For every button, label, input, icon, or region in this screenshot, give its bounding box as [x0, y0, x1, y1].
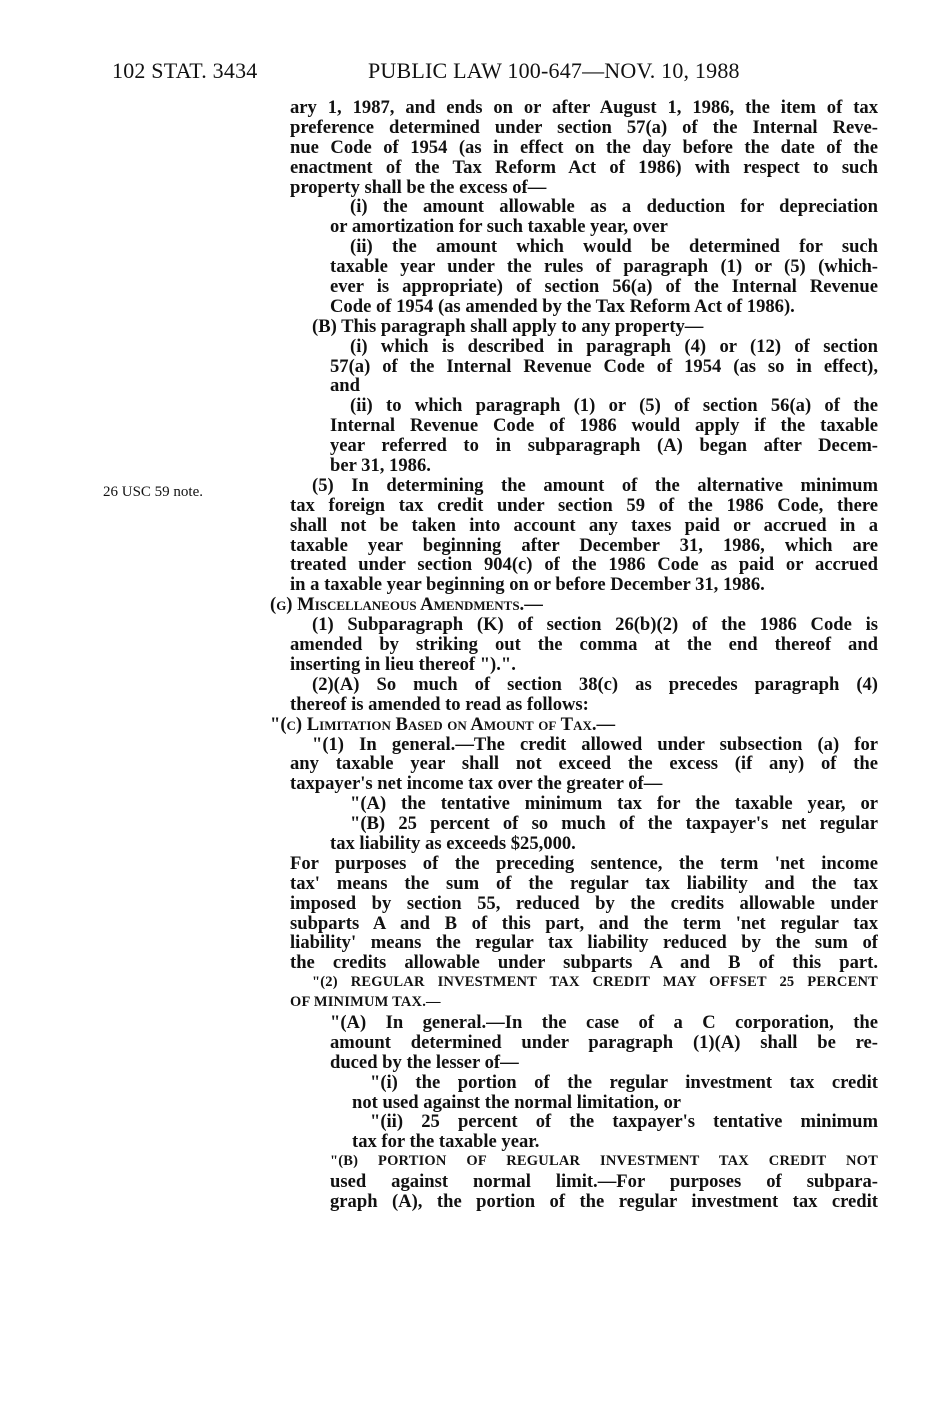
text-line: (1) Subparagraph (K) of section 26(b)(2) of the 1986 Code is [312, 615, 878, 636]
text-line: (i) the amount allowable as a deduction for depreciation [350, 197, 878, 218]
section-heading: (g) Miscellaneous Amendments.— [270, 595, 543, 616]
text-line: tax foreign tax credit under section 59 of the 1986 Code, there [290, 495, 878, 516]
text-line: subparts A and B of this part, and the term 'net regular tax [290, 913, 878, 934]
law-title-header: PUBLIC LAW 100-647—NOV. 10, 1988 [368, 58, 740, 83]
text-line: graph (A), the portion of the regular investment tax credit [330, 1191, 878, 1212]
text-line: "(1) In general.—The credit allowed under subsection (a) for [312, 734, 878, 755]
text-line: preference determined under section 57(a) of the Internal Reve- [290, 117, 878, 138]
text-line: 57(a) of the Internal Revenue Code of 1954 (as so in effect), [330, 356, 878, 377]
text-line: nue Code of 1954 (as in effect on the day before the date of the [290, 137, 878, 158]
text-line: Internal Revenue Code of 1986 would apply if the taxable [330, 416, 878, 437]
text-line: amended by striking out the comma at the end thereof and [290, 635, 878, 655]
text-line: "(ii) 25 percent of the taxpayer's tentative minimum [370, 1112, 878, 1133]
text-line: treated under section 904(c) of the 1986 Code as paid or accrued [290, 555, 878, 576]
text-line: thereof is amended to read as follows: [290, 694, 589, 715]
text-line: (B) This paragraph shall apply to any property— [312, 316, 704, 337]
text-line: taxpayer's net income tax over the greater of— [290, 774, 663, 795]
text-line: enactment of the Tax Reform Act of 1986) with respect to such [290, 157, 878, 178]
text-line: used against normal limit.—For purposes of subpara- [330, 1172, 878, 1192]
text-line: duced by the lesser of— [330, 1052, 519, 1073]
text-line: "(B) 25 percent of so much of the taxpayer's net regular [350, 814, 878, 834]
text-line: (5) In determining the amount of the alternative minimum [312, 475, 878, 496]
text-line: tax for the taxable year. [352, 1132, 540, 1153]
text-line: liability' means the regular tax liability reduced by the sum of [290, 933, 878, 954]
page-number-header: 102 STAT. 3434 [112, 58, 258, 83]
text-line: For purposes of the preceding sentence, the term 'net income [290, 853, 878, 874]
paragraph-heading: "(B) PORTION OF REGULAR INVESTMENT TAX CREDIT NOT [330, 1153, 878, 1170]
text-line: the credits allowable under subparts A and B of this part. [290, 953, 878, 974]
text-line: (i) which is described in paragraph (4) or (12) of section [350, 336, 878, 357]
text-line: Code of 1954 (as amended by the Tax Reform Act of 1986). [330, 296, 795, 317]
text-line: ever is appropriate) of section 56(a) of the Internal Revenue [330, 277, 878, 297]
text-line: property shall be the excess of— [290, 177, 547, 198]
text-line: "(A) the tentative minimum tax for the taxable year, or [350, 794, 878, 815]
text-line: imposed by section 55, reduced by the credits allowable under [290, 893, 878, 914]
text-line: year referred to in subparagraph (A) began after Decem- [330, 436, 878, 457]
text-line: and [330, 376, 360, 397]
text-line: any taxable year shall not exceed the excess (if any) of the [290, 754, 878, 775]
text-line: taxable year beginning after December 31, 1986, which are [290, 535, 878, 556]
text-line: ary 1, 1987, and ends on or after August 1, 1986, the item of tax [290, 98, 878, 118]
paragraph-heading: OF MINIMUM TAX.— [290, 994, 441, 1011]
paragraph-heading: "(2) REGULAR INVESTMENT TAX CREDIT MAY OFFSET 25 PERCENT [312, 974, 878, 991]
text-line: (2)(A) So much of section 38(c) as precedes paragraph (4) [312, 674, 878, 695]
text-line: not used against the normal limitation, or [352, 1092, 682, 1113]
statute-text-column [270, 98, 878, 1212]
text-line: or amortization for such taxable year, over [330, 217, 668, 238]
subsection-heading: "(c) Limitation Based on Amount of Tax.— [270, 714, 616, 735]
text-line: (ii) the amount which would be determined for such [350, 237, 878, 258]
text-line: inserting in lieu thereof ").". [290, 654, 516, 675]
text-line: tax' means the sum of the regular tax liability and the tax [290, 873, 878, 894]
text-line: tax liability as exceeds $25,000. [330, 833, 576, 854]
text-line: taxable year under the rules of paragraph (1) or (5) (which- [330, 257, 878, 278]
text-line: ber 31, 1986. [330, 456, 431, 476]
text-line: in a taxable year beginning on or before December 31, 1986. [290, 575, 765, 596]
text-line: shall not be taken into account any taxes paid or accrued in a [290, 515, 878, 536]
text-line: "(i) the portion of the regular investment tax credit [370, 1072, 878, 1093]
margin-citation-note: 26 USC 59 note. [103, 484, 204, 500]
text-line: amount determined under paragraph (1)(A) shall be re- [330, 1032, 878, 1053]
text-line: (ii) to which paragraph (1) or (5) of section 56(a) of the [350, 396, 878, 417]
text-line: "(A) In general.—In the case of a C corporation, the [330, 1012, 878, 1033]
